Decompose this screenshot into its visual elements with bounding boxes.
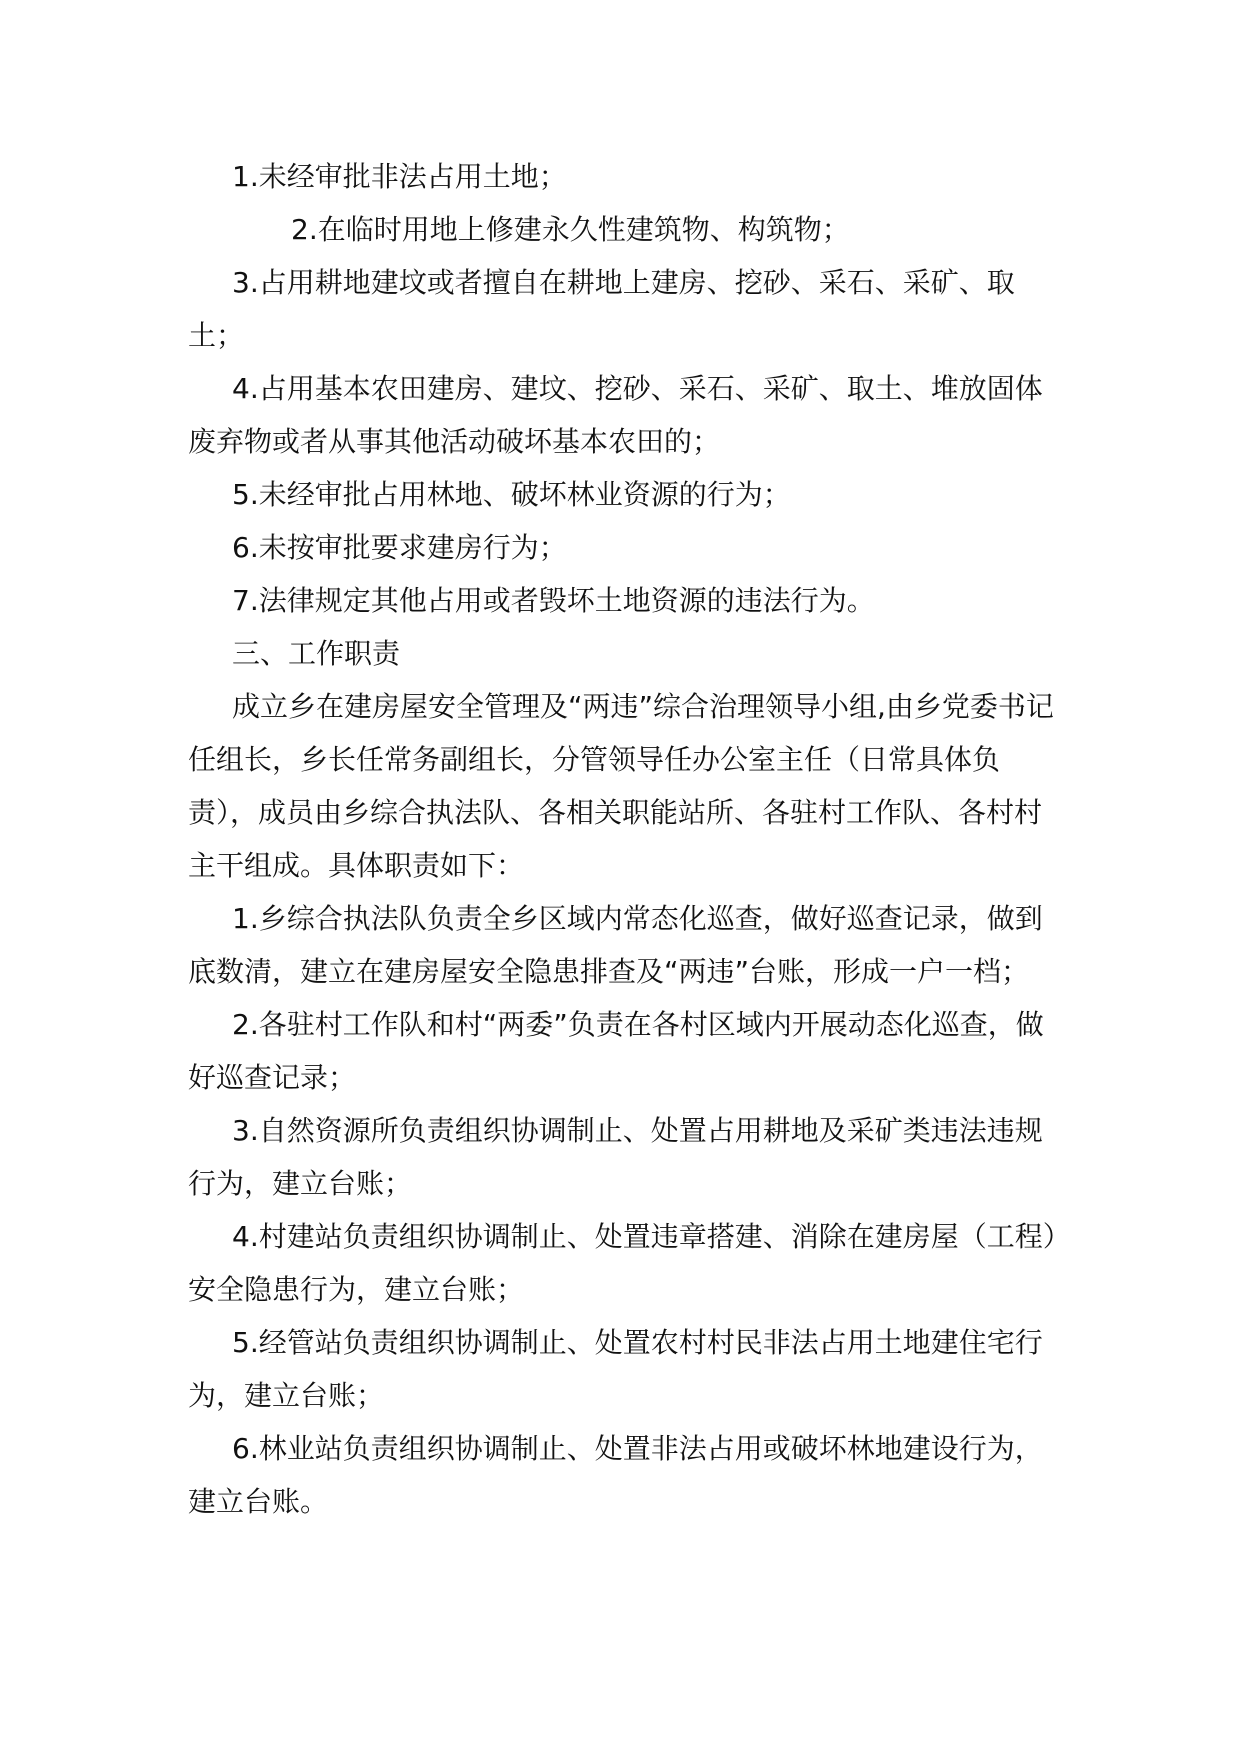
duty-economic-management-station: 5.经管站负责组织协调制止、处置农村村民非法占用土地建住宅行为，建立台账； <box>188 1326 1043 1412</box>
item-unapproved-building: 6.未按审批要求建房行为； <box>232 531 567 564</box>
item-temporary-land-permanent-building: 2.在临时用地上修建永久性建筑物、构筑物； <box>291 213 850 246</box>
item-farmland-occupation: 3.占用耕地建坟或者擅自在耕地上建房、挖砂、采石、采矿、取土； <box>188 266 1015 352</box>
item-forest-land-occupation: 5.未经审批占用林地、破坏林业资源的行为； <box>232 478 791 511</box>
item-basic-farmland-damage: 4.占用基本农田建房、建坟、挖砂、采石、采矿、取土、堆放固体废弃物或者从事其他活动破坏基本农田的； <box>188 372 1043 458</box>
duty-forestry-station: 6.林业站负责组织协调制止、处置非法占用或破坏林地建设行为，建立台账。 <box>188 1432 1043 1518</box>
item-unapproved-land-occupation: 1.未经审批非法占用土地； <box>232 160 567 193</box>
paragraph-leading-group: 成立乡在建房屋安全管理及“两违”综合治理领导小组,由乡党委书记任组长，乡长任常务副组长，分管领导任办公室主任（日常具体负责），成员由乡综合执法队、各相关职能站所、各驻村工作队、各村村主干组成。具体职责如下： <box>188 690 1054 882</box>
document-body <box>188 150 1060 1528</box>
section-heading-responsibilities: 三、工作职责 <box>232 637 401 670</box>
duty-natural-resources-office: 3.自然资源所负责组织协调制止、处置占用耕地及采矿类违法违规行为，建立台账； <box>188 1114 1043 1200</box>
duty-enforcement-team: 1.乡综合执法队负责全乡区域内常态化巡查，做好巡查记录，做到底数清，建立在建房屋安全隐患排查及“两违”台账，形成一户一档； <box>188 902 1043 988</box>
item-other-violations: 7.法律规定其他占用或者毁坏土地资源的违法行为。 <box>232 584 875 617</box>
duty-village-construction-station: 4.村建站负责组织协调制止、处置违章搭建、消除在建房屋（工程）安全隐患行为，建立台账； <box>188 1220 1057 1306</box>
duty-village-teams: 2.各驻村工作队和村“两委”负责在各村区域内开展动态化巡查，做好巡查记录； <box>188 1008 1044 1094</box>
